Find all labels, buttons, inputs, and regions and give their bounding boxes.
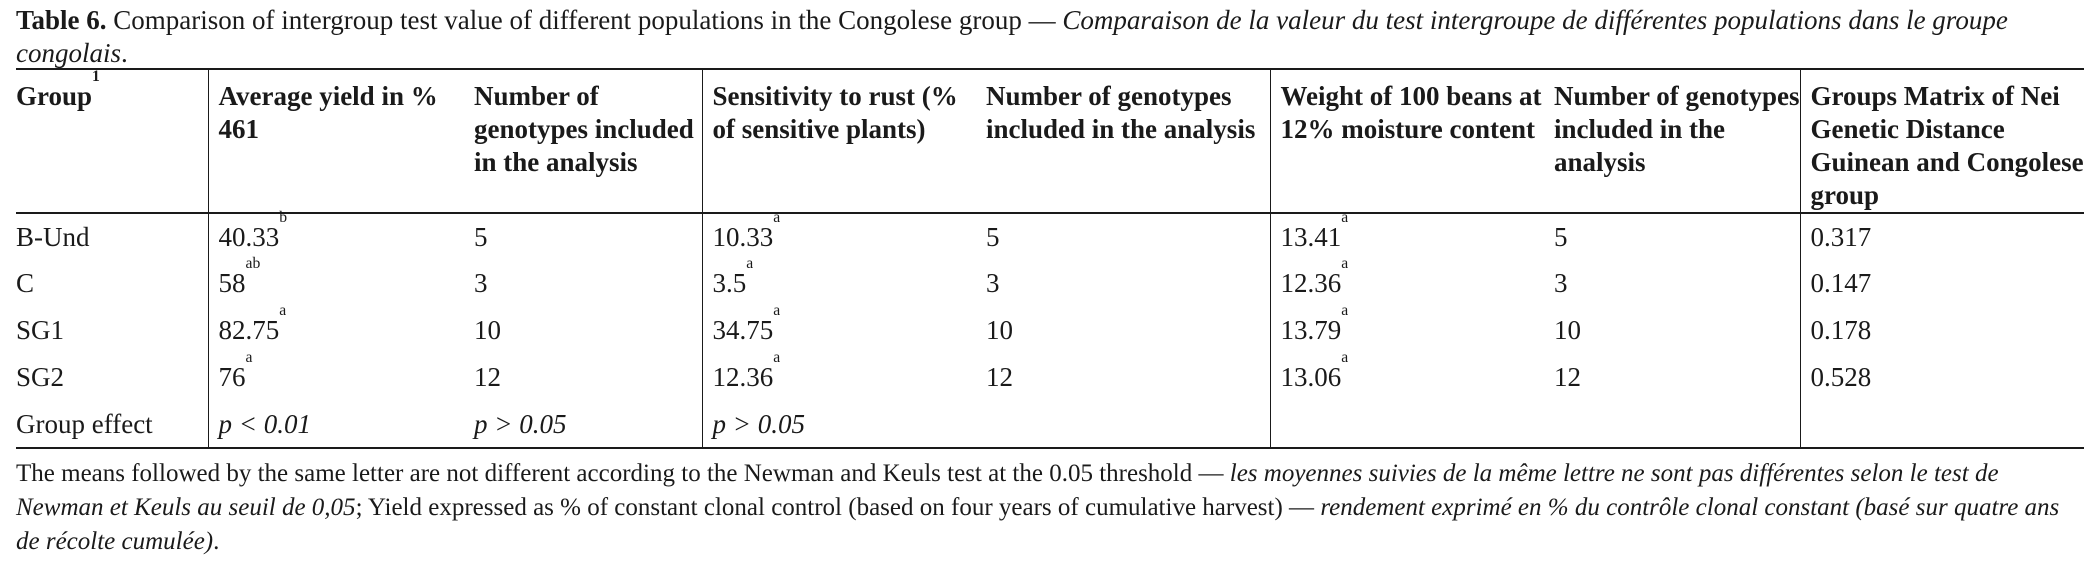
cell-yield: 40.33$^b$ [208, 213, 464, 260]
cell-empty [1544, 401, 1800, 448]
cell-group: SG2 [16, 362, 65, 392]
table-footnote [16, 449, 2084, 559]
cell-genotypes-2: 10 [986, 315, 1013, 345]
header-genotypes-2: Number of genotypes included in the analysis [976, 69, 1270, 213]
header-genotypes-1: Number of genotypes included in the analysis [464, 69, 702, 213]
footnote-en-2: ; Yield expressed as % of constant clonal control (based on four years of cumulative harvest) — [355, 494, 1321, 521]
cell-genotypes-2: 3 [986, 268, 1000, 298]
cell-genotypes-3: 3 [1554, 268, 1568, 298]
cell-empty [1800, 401, 2084, 448]
cell-weight: 12.36$^a$ [1270, 260, 1544, 307]
cell-effect-genotypes: p > 0.05 [474, 409, 567, 439]
cell-genotypes-3: 5 [1554, 222, 1568, 252]
cell-group: B-Und [16, 222, 90, 252]
cell-group: SG1 [16, 315, 65, 345]
cell-nei: 0.317 [1800, 213, 2084, 260]
footnote-fr-2: rendement exprimé en % du contrôle clonal constant (basé sur quatre ans de récolte cumulée) [16, 494, 2060, 555]
cell-genotypes-1: 10 [474, 315, 501, 345]
header-nei-distance: Groups Matrix of Nei Genetic Distance Guinean and Congolese group [1800, 69, 2084, 213]
cell-nei: 0.178 [1800, 307, 2084, 354]
cell-group: C [16, 268, 35, 298]
table-row [16, 213, 2084, 260]
cell-effect-label: Group effect [16, 409, 153, 439]
footnote-en-1: The means followed by the same letter are not different according to the Newman and Keuls test at the 0.05 threshold — [16, 460, 1230, 487]
cell-yield: $58^{ab}$ [208, 260, 464, 307]
cell-rust: 10.33$^a$ [702, 213, 976, 260]
results-table [16, 68, 2084, 449]
cell-rust: 34.75$^a$ [702, 307, 976, 354]
header-group: Group$^1$ [16, 69, 208, 213]
cell-genotypes-1: 12 [474, 362, 501, 392]
header-yield: Average yield in % 461 [208, 69, 464, 213]
caption-label: Table 6. [16, 5, 107, 35]
cell-genotypes-3: 12 [1554, 362, 1581, 392]
cell-weight: 13.06$^a$ [1270, 354, 1544, 401]
footnote-fr-1: les moyennes suivies de la même lettre ne sont pas différentes selon le test de Newman et Keuls au seuil de 0,05 [16, 460, 1999, 521]
caption-english: Comparison of intergroup test value of different populations in the Congolese group — [106, 5, 1063, 35]
cell-effect-yield: p < 0.01 [208, 401, 464, 448]
footnote-end: . [213, 528, 220, 555]
header-rust: Sensitivity to rust (% of sensitive plants) [702, 69, 976, 213]
cell-nei: 0.147 [1800, 260, 2084, 307]
table-row [16, 260, 2084, 307]
cell-genotypes-1: 5 [474, 222, 488, 252]
header-genotypes-3: Number of genotypes included in the analysis [1544, 69, 1800, 213]
cell-weight: 13.41$^a$ [1270, 213, 1544, 260]
cell-genotypes-2: 12 [986, 362, 1013, 392]
cell-rust: 12.36$^a$ [702, 354, 976, 401]
table-row [16, 354, 2084, 401]
caption-french: Comparaison de la valeur du test intergroupe de différentes populations dans le groupe congolais [16, 5, 2008, 68]
cell-genotypes-1: 3 [474, 268, 488, 298]
table-row [16, 307, 2084, 354]
cell-yield: 82.75$^a$ [208, 307, 464, 354]
header-weight: Weight of 100 beans at 12% moisture content [1270, 69, 1544, 213]
header-row [16, 69, 2084, 213]
table-caption [16, 0, 2084, 68]
cell-empty [1270, 401, 1544, 448]
cell-effect-rust: p > 0.05 [702, 401, 976, 448]
cell-rust: 3.5$^a$ [702, 260, 976, 307]
caption-end: . [121, 38, 128, 68]
cell-genotypes-2: 5 [986, 222, 1000, 252]
cell-nei: 0.528 [1800, 354, 2084, 401]
cell-weight: 13.79$^a$ [1270, 307, 1544, 354]
cell-yield: 76$^a$ [208, 354, 464, 401]
cell-empty [976, 401, 1270, 448]
group-effect-row [16, 401, 2084, 448]
cell-genotypes-3: 10 [1554, 315, 1581, 345]
